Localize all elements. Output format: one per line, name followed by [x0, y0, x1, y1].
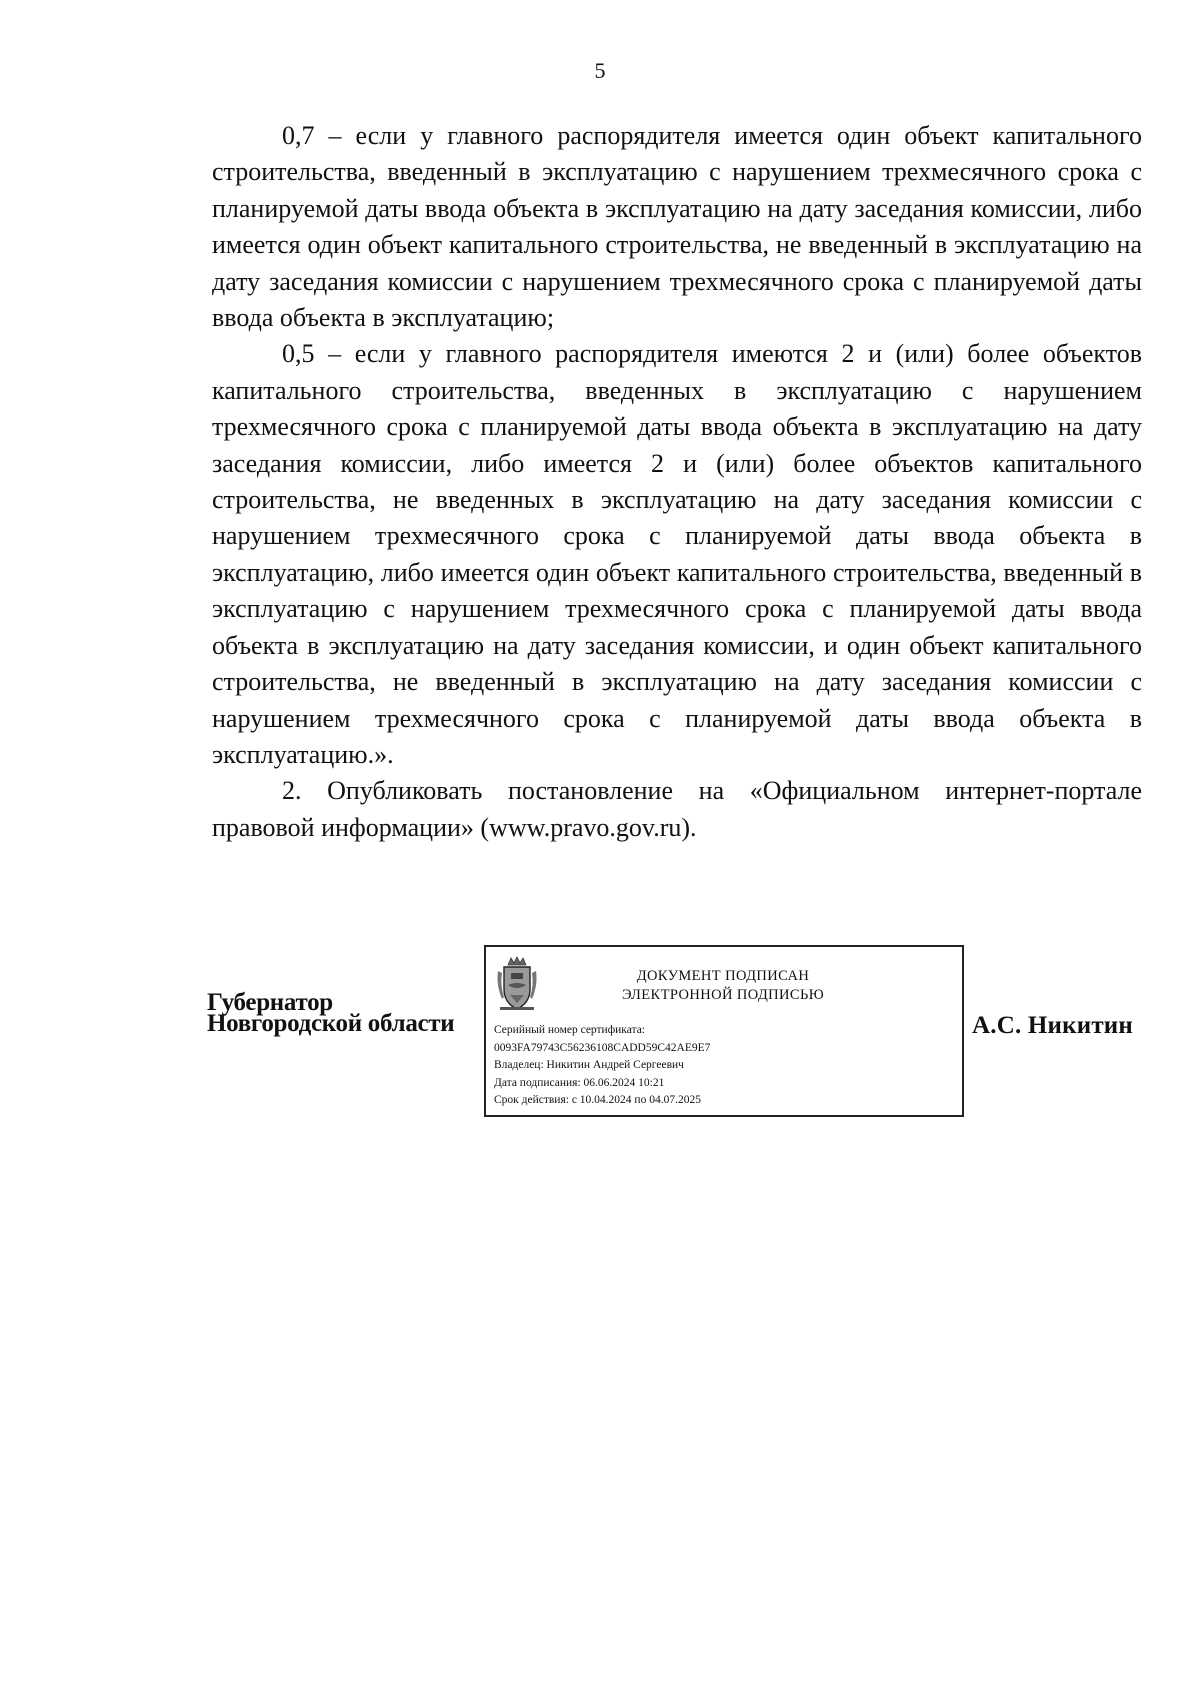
page-number: 5: [594, 58, 606, 83]
certificate-validity: Срок действия: с 10.04.2024 по 04.07.2025: [494, 1094, 701, 1106]
signing-date: Дата подписания: 06.06.2024 10:21: [494, 1076, 665, 1089]
signature-block: [0, 945, 1200, 1125]
official-title: [207, 989, 455, 1037]
official-name: А.С. Никитин: [972, 1012, 1134, 1039]
paragraph-coefficient-0-7: 0,7 – если у главного распорядителя имеется один объект капитального строительства, введенный в эксплуатацию с нарушением трехмесячного срока с планируемой даты ввода объекта в эксплуатацию на дату заседания комиссии, либо имеется один объект капитального строительства, не введенный в эксплуатацию на дату заседания комиссии с нарушением трехмесячного срока с планируемой даты ввода объекта в эксплуатацию;: [212, 121, 1142, 333]
certificate-owner: Владелец: Никитин Андрей Сергеевич: [494, 1059, 684, 1071]
stamp-heading: [568, 967, 878, 1005]
stamp-heading-line1: ДОКУМЕНТ ПОДПИСАН: [636, 968, 810, 984]
electronic-signature-stamp: [484, 945, 964, 1117]
official-title-line1: Губернатор: [207, 989, 333, 1016]
coat-of-arms-icon: [494, 955, 540, 1013]
stamp-details: [494, 1022, 710, 1110]
serial-number: 0093FA79743C56236108CADD59C42AE9E7: [494, 1041, 711, 1054]
document-body: [212, 118, 1142, 846]
official-title-line2: Новгородской области: [207, 1010, 455, 1037]
serial-label: Серийный номер сертификата:: [494, 1024, 645, 1036]
paragraph-coefficient-0-5: 0,5 – если у главного распорядителя имеются 2 и (или) более объектов капитального строительства, введенных в эксплуатацию с нарушением трехмесячного срока с планируемой даты ввода объекта в эксплуатацию на дату заседания комиссии, либо имеется 2 и (или) более объектов капитального строительства, не введенных в эксплуатацию на дату заседания комиссии с нарушением трехмесячного срока с планируемой даты ввода объекта в эксплуатацию, либо имеется один объект капитального строительства, введенный в эксплуатацию с нарушением трехмесячного срока с планируемой даты ввода объекта в эксплуатацию на дату заседания комиссии, и один объект капитального строительства, не введенный в эксплуатацию на дату заседания комиссии с нарушением трехмесячного срока с планируемой даты ввода объекта в эксплуатацию.».: [212, 339, 1142, 769]
paragraph-publish: 2. Опубликовать постановление на «Официальном интернет-портале правовой информации» (www.pravo.gov.ru).: [212, 776, 1142, 842]
stamp-heading-line2: ЭЛЕКТРОННОЙ ПОДПИСЬЮ: [621, 987, 825, 1003]
